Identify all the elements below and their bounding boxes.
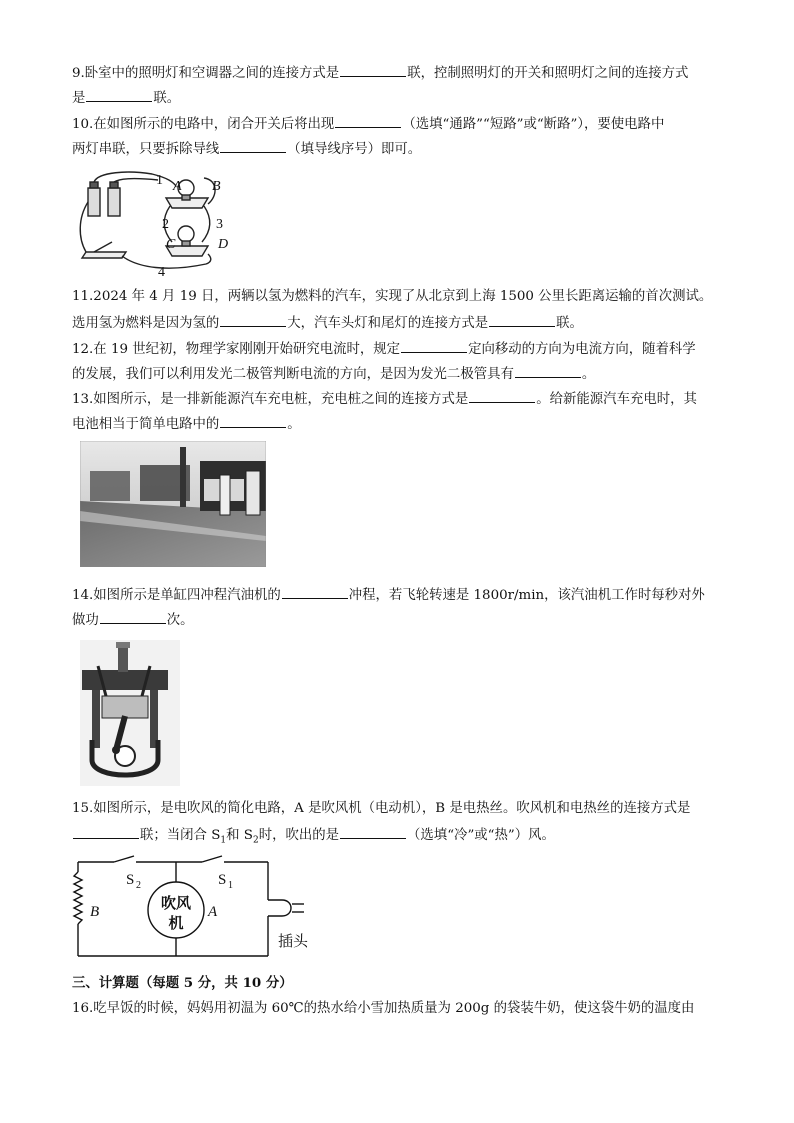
plug-label: 插头 [278,932,309,950]
q12-line2: 的发展，我们可以利用发光二极管判断电流的方向，是因为发光二极管具有 。 [72,364,595,384]
engine-cylinder-figure [80,640,180,786]
q11-line2: 选用氢为燃料是因为氢的 大，汽车头灯和尾灯的连接方式是 联。 [72,313,583,333]
answer-blank[interactable] [340,63,406,77]
answer-blank[interactable] [86,88,152,102]
q10-line2: 两灯串联，只要拆除导线 （填导线序号）即可。 [72,139,421,159]
switch-s1 [202,856,222,862]
wire-label-2: 2 [162,217,169,232]
answer-blank[interactable] [401,339,467,353]
label-s1: S [218,872,227,888]
answer-blank[interactable] [220,414,286,428]
label-a: A [208,904,218,920]
terminal-label-b: B [212,179,221,194]
q11-line1: 11.2024 年 4 月 19 日，两辆以氢为燃料的汽车，实现了从北京到上海 1500 公里长距离运输的首次测试。 [72,289,713,304]
svg-text:1: 1 [228,880,233,891]
wire-label-1: 1 [156,173,163,188]
battery-cell [88,188,100,216]
charging-station-photo [80,441,266,567]
answer-blank[interactable] [489,313,555,327]
label-b: B [90,904,100,920]
answer-blank[interactable] [515,364,581,378]
motor-label: 吹风 [160,894,192,912]
terminal-label-c: C [166,237,176,252]
hair-dryer-circuit-figure [72,852,322,964]
q15-line2: 联；当闭合 $S_1$和 $S_2$时，吹出的是 （选填“冷”或“热”）风。 [72,825,555,850]
section-3-title: 三、计算题（每题 5 分，共 10 分） [72,975,293,991]
motor-label-2: 机 [168,914,184,932]
answer-blank[interactable] [220,139,286,153]
battery-cell [108,188,120,216]
wire-label-3: 3 [216,217,223,232]
label-s2: S [126,872,135,888]
q14-line1: 14.如图所示是单缸四冲程汽油机的 冲程，若飞轮转速是 1800r/min，该汽油机工作时每秒对外 [72,585,705,605]
answer-blank[interactable] [469,389,535,403]
q12-line1: 12.在 19 世纪初，物理学家刚刚开始研究电流时，规定 定向移动的方向为电流方向，随着科学 [72,339,696,359]
q14-line2: 做功 次。 [72,610,194,630]
terminal-label-d: D [218,237,228,252]
wire-label-4: 4 [158,265,165,280]
answer-blank[interactable] [220,313,286,327]
q13-line2: 电池相当于简单电路中的 。 [72,414,301,434]
q13-line1: 13.如图所示，是一排新能源汽车充电桩，充电桩之间的连接方式是 。给新能源汽车充电时，其 [72,389,697,409]
q15-line1: 15.如图所示，是电吹风的简化电路，A 是吹风机（电动机），B 是电热丝。吹风机和电热丝的连接方式是 [72,801,691,816]
answer-blank[interactable] [340,825,406,839]
answer-blank[interactable] [282,585,348,599]
q10-circuit-figure [78,168,228,280]
answer-blank[interactable] [73,825,139,839]
q9-line1: 9.卧室中的照明灯和空调器之间的连接方式是 联，控制照明灯的开关和照明灯之间的连接方式 [72,63,688,83]
q9-line2: 是 联。 [72,88,180,108]
svg-text:2: 2 [136,880,141,891]
heater-resistor-b [74,872,82,924]
plug [268,900,291,916]
switch [82,252,126,258]
q10-line1: 10.在如图所示的电路中，闭合开关后将出现 （选填“通路”“短路”或“断路”），要使电路中 [72,114,664,134]
answer-blank[interactable] [100,610,166,624]
terminal-label-a: A [173,179,182,194]
switch-s2 [114,856,134,862]
q16-line1: 16.吃早饭的时候，妈妈用初温为 60℃的热水给小雪加热质量为 200g 的袋装牛奶，使这袋牛奶的温度由 [72,1001,695,1016]
answer-blank[interactable] [335,114,401,128]
